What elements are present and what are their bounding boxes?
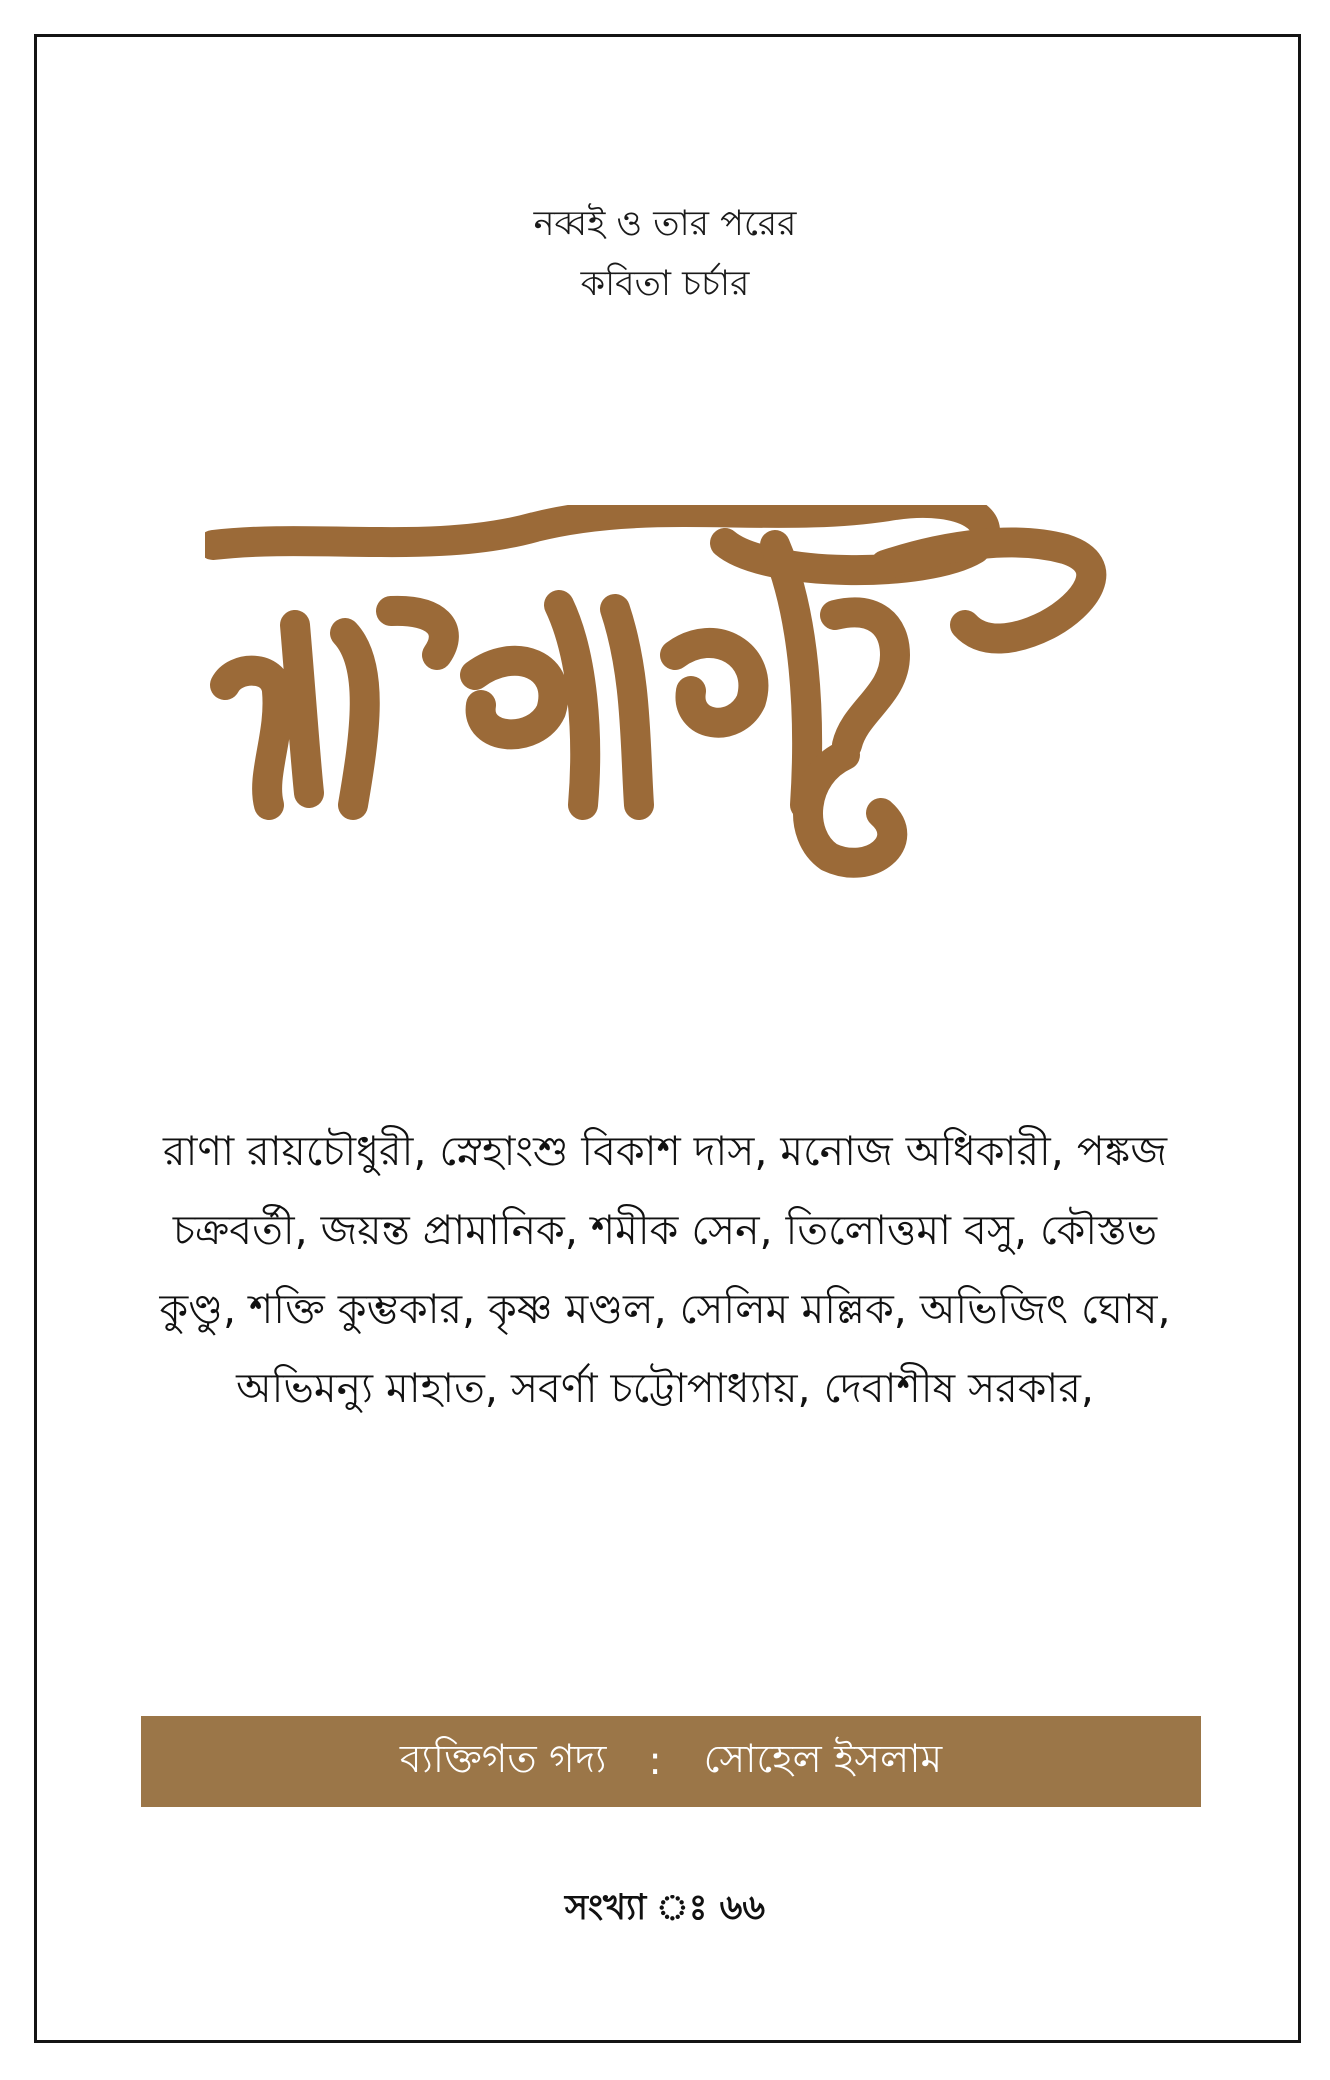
logo-stroke-headline: [213, 505, 985, 570]
feature-banner: [141, 1716, 1201, 1807]
masthead-logo: [205, 505, 1165, 925]
logo-stroke-tail: [885, 542, 1091, 638]
feature-author: সোহেল ইসলাম: [703, 1737, 943, 1782]
feature-label: ব্যক্তিগত গদ্য: [399, 1737, 607, 1782]
tagline-line-1: নব্বই ও তার পরের: [533, 204, 797, 244]
contributors-list: রাণা রায়চৌধুরী, স্নেহাংশু বিকাশ দাস, মনোজ অধিকারী, পঙ্কজ চক্রবর্তী, জয়ন্ত প্রামানিক, শমীক সেন, তিলোত্তমা বসু, কৌস্তভ কুণ্ডু, শক্তি কুম্ভকার, কৃষ্ণ মণ্ডল, সেলিম মল্লিক, অভিজিৎ ঘোষ, অভিমন্যু মাহাত, সবর্ণা চট্টোপাধ্যায়, দেবাশীষ সরকার,: [159, 1127, 1171, 1412]
tagline-line-2: কবিতা চর্চার: [580, 264, 750, 304]
logo-stroke-letter-3: [475, 605, 639, 805]
issue-number: সংখ্যা ঃ ৬৬: [564, 1888, 766, 1928]
logo-stroke-letter-5: [808, 755, 892, 863]
logo-stroke-letter-2: [345, 611, 444, 805]
logo-stroke-letter-1: [225, 625, 309, 805]
feature-separator: :: [648, 1739, 662, 1784]
